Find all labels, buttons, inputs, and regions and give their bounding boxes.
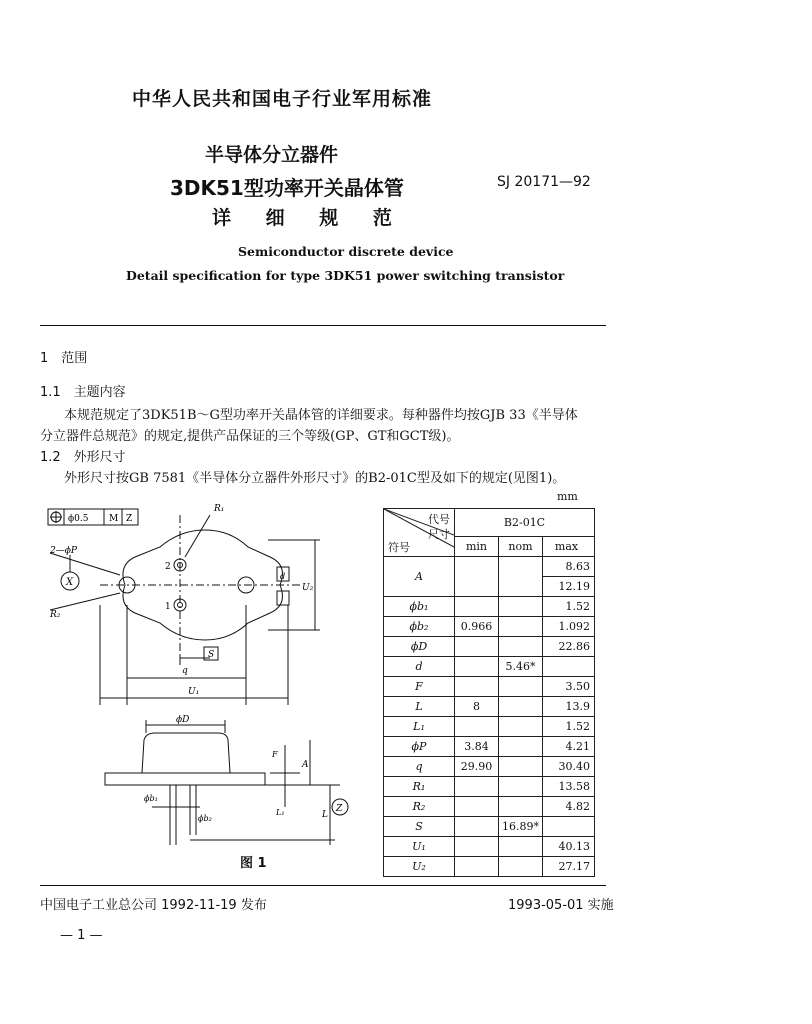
hdr-symbol: 符号 [388, 541, 410, 554]
page-number: — 1 — [60, 928, 103, 943]
row-min [455, 657, 499, 677]
row-nom [499, 837, 543, 857]
row-nom [499, 797, 543, 817]
paragraph-1-2: 外形尺寸按GB 7581《半导体分立器件外形尺寸》的B2-01C型及如下的规定(见图1)。 [64, 471, 566, 486]
row-nom [499, 717, 543, 737]
table-row [384, 737, 595, 757]
table-row [384, 857, 595, 877]
row-symbol: U₁ [384, 837, 455, 857]
table-row [384, 697, 595, 717]
row-symbol: ϕb₁ [384, 597, 455, 617]
label-Z: Z [336, 804, 343, 814]
english-title-2: Detail specification for type 3DK51 power switching transistor [126, 268, 565, 283]
label-U2: U₂ [302, 583, 314, 593]
row-symbol: L [384, 697, 455, 717]
row-min [455, 597, 499, 617]
row-min: 0.966 [455, 617, 499, 637]
row-min: 3.84 [455, 737, 499, 757]
row-max: 1.52 [543, 597, 595, 617]
label-R2: R₂ [50, 610, 61, 620]
tol-z-label: Z [126, 514, 133, 524]
row-symbol: ϕD [384, 637, 455, 657]
pin-label-2: 2 [165, 562, 171, 572]
row-min [455, 837, 499, 857]
row-max: 40.13 [543, 837, 595, 857]
row-nom [499, 637, 543, 657]
row-symbol: R₂ [384, 797, 455, 817]
standard-code: SJ 20171—92 [497, 174, 591, 190]
row-min [455, 717, 499, 737]
row-symbol: ϕP [384, 737, 455, 757]
paragraph-1-1-line-1: 本规范规定了3DK51B～G型功率开关晶体管的详细要求。每种器件均按GJB 33《半导体 [64, 408, 578, 423]
dimension-table [383, 508, 595, 877]
row-min: 8 [455, 697, 499, 717]
row-max: 1.092 [543, 617, 595, 637]
row-max: 13.58 [543, 777, 595, 797]
tol-m-label: M [109, 514, 119, 524]
row-symbol: U₂ [384, 857, 455, 877]
label-d: d [280, 572, 286, 581]
label-phib1: ϕb₁ [144, 794, 158, 803]
label-q: q [182, 666, 188, 676]
row-min [455, 777, 499, 797]
row-max: 1.52 [543, 717, 595, 737]
title-line-1: 半导体分立器件 [205, 144, 339, 166]
effective-date: 1993-05-01 实施 [508, 898, 614, 913]
table-diagonal-header [384, 509, 455, 557]
table-row [384, 717, 595, 737]
table-row [384, 817, 595, 837]
hdr-code: 代号 [428, 513, 450, 526]
row-symbol: S [384, 817, 455, 837]
row-max: 3.50 [543, 677, 595, 697]
row-min [455, 677, 499, 697]
pin-label-1: 1 [165, 602, 171, 612]
unit-label: mm [557, 490, 578, 503]
label-R1: R₁ [214, 504, 225, 514]
row-nom [499, 557, 543, 597]
row-nom [499, 777, 543, 797]
table-row [384, 617, 595, 637]
row-max: 30.40 [543, 757, 595, 777]
table-row [384, 597, 595, 617]
label-L1: L₁ [276, 808, 285, 817]
hdr-size: 尺寸 [428, 528, 450, 541]
section-1-heading: 1 范围 [40, 351, 88, 366]
table-row [384, 657, 595, 677]
row-nom [499, 597, 543, 617]
table-row [384, 837, 595, 857]
row-max: 4.21 [543, 737, 595, 757]
label-A: A [302, 760, 309, 770]
label-F: F [272, 750, 278, 759]
standard-category: 中华人民共和国电子行业军用标准 [132, 88, 433, 110]
row-min [455, 817, 499, 837]
row-max: 22.86 [543, 637, 595, 657]
footer-rule [40, 885, 606, 886]
label-2phiP: 2—ϕP [50, 546, 77, 556]
hdr-type: B2-01C [455, 509, 595, 537]
hdr-max: max [543, 537, 595, 557]
table-row [384, 677, 595, 697]
english-title-1: Semiconductor discrete device [238, 244, 454, 259]
label-X: X [66, 577, 74, 588]
row-symbol: A [384, 557, 455, 597]
label-U1: U₁ [188, 687, 200, 697]
table-row [384, 757, 595, 777]
row-symbol: ϕb₂ [384, 617, 455, 637]
row-min [455, 797, 499, 817]
row-nom: 16.89* [499, 817, 543, 837]
section-1-2-heading: 1.2 外形尺寸 [40, 450, 126, 465]
row-symbol: F [384, 677, 455, 697]
transistor-can-side [142, 733, 230, 773]
row-max: 27.17 [543, 857, 595, 877]
label-phib2: ϕb₂ [198, 814, 212, 823]
section-1-1-heading: 1.1 主题内容 [40, 385, 126, 400]
row-max: 8.63 [543, 557, 595, 577]
title-line-3: 详 细 规 范 [212, 207, 406, 229]
outline-drawing [40, 495, 380, 860]
row-max [543, 817, 595, 837]
paragraph-1-1-line-2: 分立器件总规范》的规定,提供产品保证的三个等级(GP、GT和GCT级)。 [40, 429, 460, 444]
row-nom: 5.46* [499, 657, 543, 677]
hdr-nom: nom [499, 537, 543, 557]
label-phiD: ϕD [176, 715, 190, 725]
hdr-min: min [455, 537, 499, 557]
row-nom [499, 737, 543, 757]
figure-caption: 图 1 [240, 856, 267, 871]
tol-phi-label: ϕ0.5 [68, 514, 89, 524]
row-max: 4.82 [543, 797, 595, 817]
row-min [455, 557, 499, 597]
table-row [384, 637, 595, 657]
row-symbol: d [384, 657, 455, 677]
row-max: 13.9 [543, 697, 595, 717]
row-symbol: q [384, 757, 455, 777]
row-nom [499, 617, 543, 637]
row-nom [499, 697, 543, 717]
row-nom [499, 677, 543, 697]
row-max [543, 657, 595, 677]
table-row [384, 777, 595, 797]
table-row [384, 797, 595, 817]
title-line-2: 3DK51型功率开关晶体管 [170, 176, 404, 200]
issue-info: 中国电子工业总公司 1992-11-19 发布 [40, 898, 267, 913]
header-rule [40, 325, 606, 326]
flange-side [105, 773, 265, 785]
row-nom [499, 857, 543, 877]
row-min [455, 637, 499, 657]
row-min [455, 857, 499, 877]
row-max: 12.19 [543, 577, 595, 597]
row-min: 29.90 [455, 757, 499, 777]
row-symbol: R₁ [384, 777, 455, 797]
row-nom [499, 757, 543, 777]
label-L: L [322, 810, 328, 820]
label-S: S [208, 650, 215, 660]
row-symbol: L₁ [384, 717, 455, 737]
